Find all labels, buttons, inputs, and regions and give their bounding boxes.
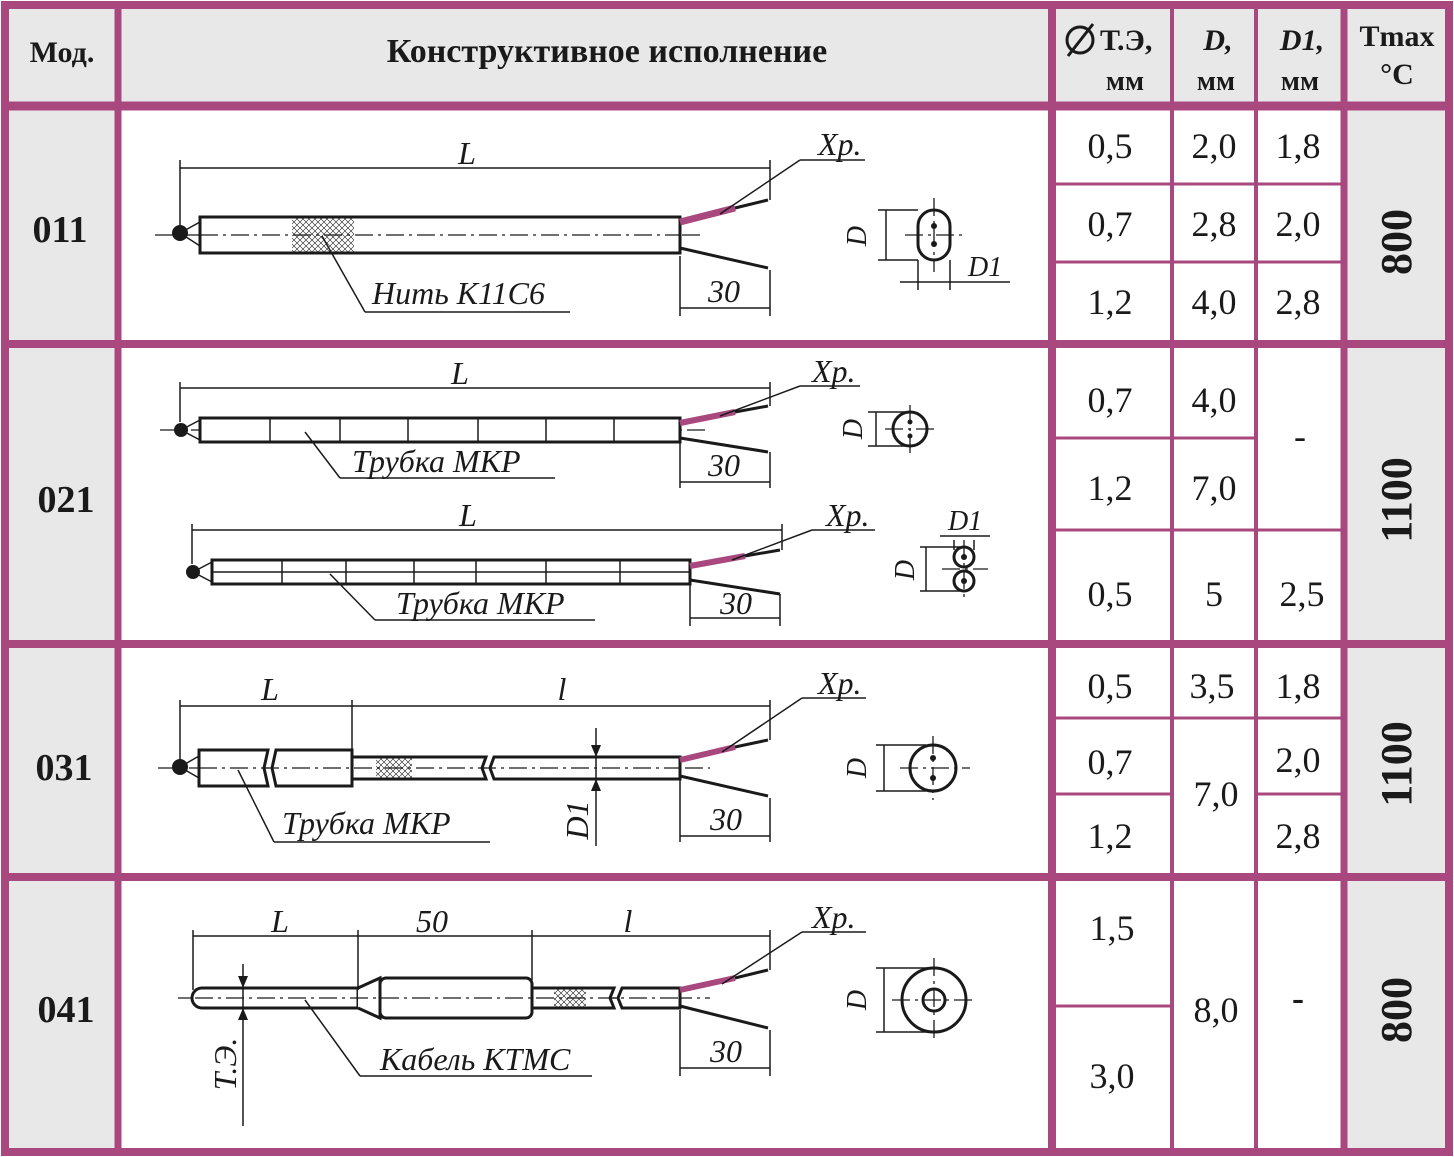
te-cell: 0,5 bbox=[1087, 126, 1133, 166]
d1-cell: - bbox=[1292, 978, 1304, 1018]
te-cell: 0,7 bbox=[1087, 204, 1133, 244]
te-cell: 1,2 bbox=[1087, 816, 1133, 856]
dim-tail: 30 bbox=[720, 585, 752, 621]
material-label: Трубка МКР bbox=[282, 805, 451, 841]
wire-label: Хр. bbox=[826, 497, 870, 533]
section-d1: D1 bbox=[559, 800, 595, 840]
section-d: D bbox=[842, 225, 873, 247]
header-d: D, bbox=[1203, 24, 1233, 57]
header-construction: Конструктивное исполнение bbox=[386, 33, 828, 70]
wire-label: Хр. bbox=[812, 899, 856, 935]
dim-tail: 30 bbox=[710, 801, 742, 837]
header-d1: D1, bbox=[1279, 24, 1325, 57]
material-label: Трубка МКР bbox=[352, 443, 521, 479]
tmax-cell: 1100 bbox=[1372, 457, 1421, 543]
wire-label: Хр. bbox=[812, 353, 856, 389]
d1-cell: 2,0 bbox=[1275, 740, 1321, 780]
dim-tail: 30 bbox=[710, 1033, 742, 1069]
d1-cell: 2,8 bbox=[1275, 816, 1321, 856]
dim-tail: 30 bbox=[708, 447, 740, 483]
dim-length2: l bbox=[623, 903, 633, 939]
d-cell: 2,0 bbox=[1191, 126, 1237, 166]
section-d: D bbox=[838, 418, 869, 440]
tmax-cell: 800 bbox=[1372, 977, 1421, 1043]
dim-length: L bbox=[271, 903, 289, 939]
tmax-cell: 1100 bbox=[1372, 721, 1421, 807]
header-mod: Мод. bbox=[29, 36, 95, 69]
section-d: D bbox=[842, 989, 873, 1011]
section-d: D bbox=[842, 757, 873, 779]
section-d1: D1 bbox=[968, 252, 1003, 283]
d1-cell: - bbox=[1294, 416, 1306, 456]
te-label: Т.Э. bbox=[207, 1037, 243, 1091]
te-cell: 1,2 bbox=[1087, 468, 1133, 508]
section-d1: D1 bbox=[948, 506, 983, 537]
header-te-unit: мм bbox=[1105, 66, 1145, 97]
dim-length: L bbox=[459, 497, 477, 533]
d-cell: 7,0 bbox=[1193, 774, 1239, 814]
mod-cell: 021 bbox=[37, 479, 95, 521]
mod-cell: 011 bbox=[32, 209, 88, 251]
d-cell: 4,0 bbox=[1191, 282, 1237, 322]
material-label: Нить К11С6 bbox=[372, 275, 545, 311]
material-label: Трубка МКР bbox=[396, 585, 565, 621]
header-tmax: Tmax bbox=[1359, 20, 1435, 53]
d-cell: 7,0 bbox=[1191, 468, 1237, 508]
d-cell: 2,8 bbox=[1191, 204, 1237, 244]
header-tmax-unit: °C bbox=[1380, 58, 1414, 91]
te-cell: 0,5 bbox=[1087, 666, 1133, 706]
dim-mid: 50 bbox=[416, 903, 448, 939]
te-cell: 3,0 bbox=[1089, 1056, 1135, 1096]
header-te-diam: Т.Э, bbox=[1100, 24, 1153, 57]
te-cell: 1,5 bbox=[1089, 908, 1135, 948]
header-d1-unit: мм bbox=[1280, 66, 1320, 97]
tmax-cell: 800 bbox=[1372, 209, 1421, 275]
d1-cell: 2,0 bbox=[1275, 204, 1321, 244]
d1-cell: 2,5 bbox=[1279, 574, 1325, 614]
d-cell: 5 bbox=[1205, 574, 1223, 614]
mod-cell: 031 bbox=[35, 747, 93, 789]
d-cell: 8,0 bbox=[1193, 990, 1239, 1030]
d1-cell: 1,8 bbox=[1275, 666, 1321, 706]
dim-length: L bbox=[451, 355, 469, 391]
mod-cell: 041 bbox=[37, 989, 95, 1031]
te-cell: 0,7 bbox=[1087, 380, 1133, 420]
te-cell: 1,2 bbox=[1087, 282, 1133, 322]
material-label: Кабель КТМС bbox=[380, 1041, 571, 1077]
d-cell: 4,0 bbox=[1191, 380, 1237, 420]
d1-cell: 1,8 bbox=[1275, 126, 1321, 166]
section-d: D bbox=[890, 559, 921, 581]
te-cell: 0,7 bbox=[1087, 742, 1133, 782]
wire-label: Хр. bbox=[818, 665, 862, 701]
te-cell: 0,5 bbox=[1087, 574, 1133, 614]
dim-length2: l bbox=[557, 671, 567, 707]
d-cell: 3,5 bbox=[1189, 666, 1235, 706]
wire-label: Хр. bbox=[818, 126, 862, 162]
header-d-unit: мм bbox=[1196, 66, 1236, 97]
dim-tail: 30 bbox=[708, 273, 740, 309]
dim-length: L bbox=[458, 135, 476, 171]
dim-length: L bbox=[261, 671, 279, 707]
d1-cell: 2,8 bbox=[1275, 282, 1321, 322]
